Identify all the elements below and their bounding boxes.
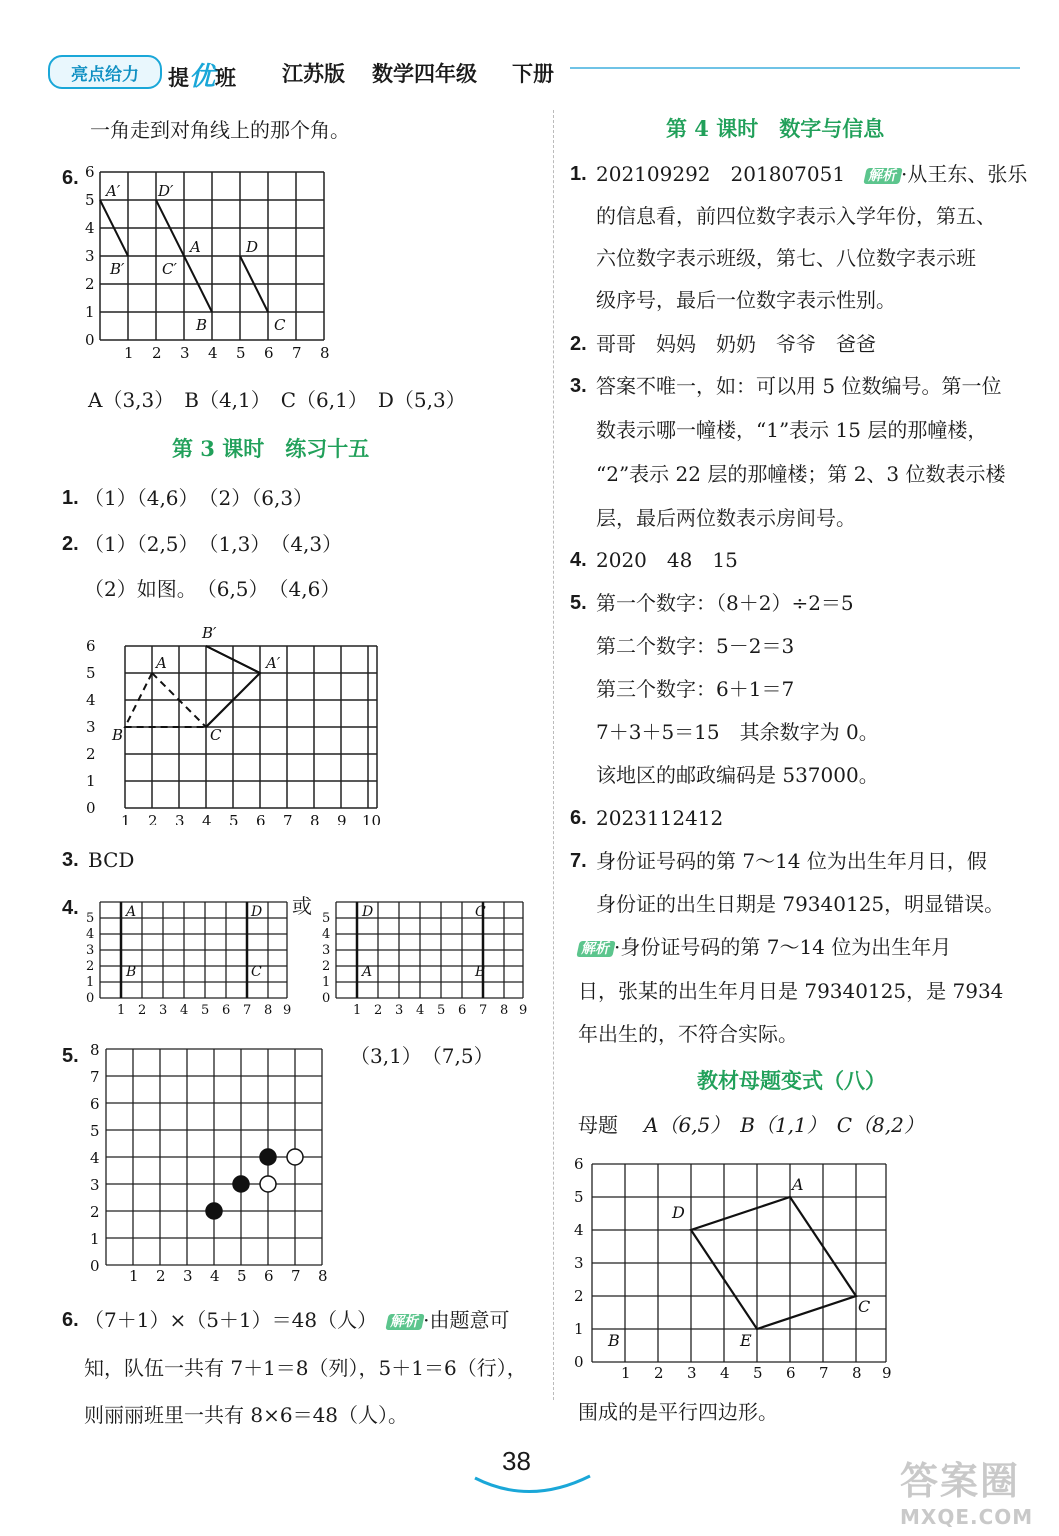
s3-q6-line2: 知，队伍一共有 7＋1＝8（列），5＋1＝6（行），	[84, 1356, 527, 1380]
svg-text:5: 5	[753, 1364, 763, 1382]
svg-text:2: 2	[574, 1287, 584, 1305]
svg-text:1: 1	[90, 1230, 100, 1248]
svg-text:2: 2	[152, 344, 162, 362]
r-q5-line1: 第一个数字：（8＋2）÷2＝5	[596, 591, 854, 615]
r-q3-line1: 答案不唯一，如：可以用 5 位数编号。第一位	[596, 374, 1002, 398]
svg-text:2: 2	[148, 812, 158, 825]
svg-text:5: 5	[86, 664, 96, 682]
svg-text:1: 1	[85, 303, 95, 321]
svg-text:4: 4	[208, 344, 218, 362]
label-a: A	[190, 238, 201, 256]
svg-text:8: 8	[318, 1267, 328, 1285]
r-q4-number: 4.	[570, 549, 587, 571]
column-divider	[553, 110, 554, 1400]
svg-text:2: 2	[86, 745, 96, 763]
svg-text:2: 2	[85, 275, 95, 293]
s3-q2-answer-b: （2）如图。 （6,5） （4,6）	[84, 577, 341, 601]
q6-answer: A（3,3） B（4,1） C（6,1） D（5,3）	[88, 388, 466, 412]
r-q1-line3: 六位数字表示班级，第七、八位数字表示班	[596, 246, 976, 270]
svg-text:8: 8	[310, 812, 320, 825]
svg-text:8: 8	[90, 1041, 100, 1059]
svg-text:2: 2	[322, 959, 331, 974]
svg-text:2: 2	[90, 1203, 100, 1221]
analysis-tag: 解析	[576, 941, 615, 957]
r-q7-line3: 解析 ·身份证号码的第 7～14 位为出生年月	[578, 937, 951, 957]
svg-text:9: 9	[882, 1364, 892, 1382]
section-3-title: 第 3 课时 练习十五	[172, 436, 370, 461]
svg-text:3: 3	[574, 1254, 584, 1272]
svg-text:10: 10	[362, 812, 382, 825]
r-q5-line2: 第二个数字：5－2＝3	[596, 634, 795, 658]
s3-q5-number: 5.	[62, 1045, 79, 1067]
r-q2-answer: 哥哥 妈妈 奶奶 爷爷 爸爸	[596, 332, 876, 356]
svg-text:5: 5	[237, 1267, 247, 1285]
r-q6-answer: 2023112412	[596, 806, 724, 830]
r-q7-line2: 身份证的出生日期是 79340125，明显错误。	[596, 892, 1005, 916]
svg-text:0: 0	[85, 331, 95, 349]
analysis-tag: 解析	[863, 168, 902, 184]
variant-conclusion: 围成的是平行四边形。	[578, 1400, 778, 1424]
svg-text:5: 5	[85, 191, 95, 209]
s3-q4-or: 或	[292, 894, 312, 918]
s3-q6-line1: （7＋1）×（5＋1）＝48（人） 解析 ·由题意可	[84, 1308, 510, 1332]
label-c: C	[274, 316, 286, 334]
r-q7-line4: 日，张某的出生年月日是 79340125，是 7934	[578, 979, 1004, 1003]
svg-text:5: 5	[236, 344, 246, 362]
s3-q5-answer: （3,1） （7,5）	[350, 1044, 494, 1068]
svg-text:9: 9	[519, 1003, 528, 1018]
s3-q6-number: 6.	[62, 1309, 79, 1331]
svg-text:3: 3	[159, 1003, 168, 1018]
r-q5-line5: 该地区的邮政编码是 537000。	[596, 763, 879, 787]
label-b-prime: B′	[110, 260, 125, 278]
svg-text:3: 3	[322, 943, 331, 958]
svg-text:B: B	[112, 726, 124, 744]
s3-q3-number: 3.	[62, 849, 79, 871]
r-q5-line4: 7＋3＋5＝15 其余数字为 0。	[596, 720, 879, 744]
s3-q1-number: 1.	[62, 487, 79, 509]
svg-text:5: 5	[86, 911, 95, 926]
svg-text:3: 3	[183, 1267, 193, 1285]
black-stone	[206, 1203, 222, 1219]
svg-text:5: 5	[90, 1122, 100, 1140]
variant-title: 教材母题变式（八）	[697, 1068, 886, 1093]
r-q1-line4: 级序号，最后一位数字表示性别。	[596, 288, 896, 312]
svg-text:7: 7	[479, 1003, 488, 1018]
brand-title: 提优班	[168, 62, 237, 92]
svg-text:C: C	[251, 964, 262, 980]
svg-text:6: 6	[786, 1364, 796, 1382]
r-q6-number: 6.	[570, 807, 587, 829]
r-q2-number: 2.	[570, 333, 587, 355]
page-number: 38	[502, 1446, 531, 1476]
r-q4-answer: 2020 48 15	[596, 548, 738, 572]
svg-text:6: 6	[86, 637, 96, 655]
svg-text:A′: A′	[266, 654, 281, 672]
svg-text:4: 4	[85, 219, 95, 237]
svg-text:2: 2	[654, 1364, 664, 1382]
svg-text:6: 6	[264, 344, 274, 362]
svg-text:0: 0	[86, 799, 96, 817]
svg-text:5: 5	[437, 1003, 446, 1018]
grid-figure-variant	[566, 1152, 896, 1382]
svg-text:4: 4	[90, 1149, 100, 1167]
svg-text:7: 7	[292, 344, 302, 362]
svg-text:4: 4	[416, 1003, 425, 1018]
r-q3-line2: 数表示哪一幢楼，“1”表示 15 层的那幢楼，	[596, 418, 988, 442]
svg-text:6: 6	[574, 1155, 584, 1173]
grid-figure-s3-q4-a	[82, 890, 297, 1018]
svg-text:C: C	[210, 726, 222, 744]
label-d-prime: D′	[158, 182, 174, 200]
svg-text:5: 5	[201, 1003, 210, 1018]
svg-text:B: B	[475, 964, 486, 980]
svg-text:D: D	[251, 904, 263, 920]
svg-text:9: 9	[283, 1003, 292, 1018]
edition: 江苏版	[282, 62, 345, 86]
svg-text:6: 6	[90, 1095, 100, 1113]
analysis-tag: 解析	[385, 1314, 424, 1330]
mother-label: 母题	[578, 1113, 618, 1137]
svg-text:1: 1	[86, 772, 96, 790]
svg-text:6: 6	[85, 163, 95, 181]
label-c-prime: C′	[162, 260, 177, 278]
r-q3-number: 3.	[570, 375, 587, 397]
svg-text:4: 4	[720, 1364, 730, 1382]
svg-text:3: 3	[90, 1176, 100, 1194]
brand-badge: 亮点给力	[48, 55, 162, 89]
svg-text:1: 1	[124, 344, 134, 362]
svg-text:4: 4	[86, 927, 95, 942]
r-q5-number: 5.	[570, 592, 587, 614]
volume: 下册	[512, 62, 554, 86]
svg-text:8: 8	[852, 1364, 862, 1382]
svg-text:1: 1	[353, 1003, 362, 1018]
s3-q2-number: 2.	[62, 533, 79, 555]
svg-text:4: 4	[180, 1003, 189, 1018]
r-q7-line1: 身份证号码的第 7～14 位为出生年月日，假	[596, 849, 987, 873]
s3-q1-answer: （1）（4,6） （2）（6,3）	[84, 486, 314, 510]
svg-text:0: 0	[322, 991, 331, 1006]
svg-text:3: 3	[85, 247, 95, 265]
grid-figure-s3-q2	[80, 620, 400, 825]
svg-text:2: 2	[374, 1003, 383, 1018]
svg-text:5: 5	[322, 911, 331, 926]
r-q3-line3: “2”表示 22 层的那幢楼；第 2、3 位数表示楼	[596, 462, 1006, 486]
svg-text:2: 2	[138, 1003, 147, 1018]
section-4-title: 第 4 课时 数字与信息	[666, 116, 885, 141]
svg-text:7: 7	[283, 812, 293, 825]
svg-text:4: 4	[574, 1221, 584, 1239]
s3-q3-answer: BCD	[88, 848, 135, 872]
svg-text:6: 6	[458, 1003, 467, 1018]
svg-text:8: 8	[500, 1003, 509, 1018]
svg-text:4: 4	[210, 1267, 220, 1285]
mother-answer: A（6,5） B（1,1） C（8,2）	[644, 1113, 924, 1137]
svg-text:3: 3	[180, 344, 190, 362]
s3-q4-number: 4.	[62, 897, 79, 919]
svg-text:C: C	[858, 1297, 871, 1316]
svg-text:B: B	[126, 964, 137, 980]
svg-text:0: 0	[90, 1257, 100, 1275]
label-d: D	[246, 238, 259, 256]
svg-text:2: 2	[86, 959, 95, 974]
svg-text:5: 5	[574, 1188, 584, 1206]
s3-q2-answer-a: （1）（2,5） （1,3） （4,3）	[84, 532, 343, 556]
svg-text:1: 1	[322, 975, 331, 990]
header-rule	[570, 67, 1020, 69]
svg-text:0: 0	[86, 991, 95, 1006]
svg-text:E: E	[740, 1331, 752, 1350]
svg-text:3: 3	[687, 1364, 697, 1382]
svg-text:7: 7	[90, 1068, 100, 1086]
black-stone	[233, 1176, 249, 1192]
svg-text:4: 4	[322, 927, 331, 942]
s3-q6-line3: 则丽丽班里一共有 8×6＝48（人）。	[84, 1403, 409, 1427]
grid-figure-q6	[80, 160, 340, 365]
svg-text:7: 7	[819, 1364, 829, 1382]
svg-text:4: 4	[202, 812, 212, 825]
r-q7-line5: 年出生的，不符合实际。	[578, 1022, 798, 1046]
svg-text:3: 3	[395, 1003, 404, 1018]
svg-text:A: A	[156, 654, 167, 672]
svg-text:1: 1	[621, 1364, 631, 1382]
svg-text:9: 9	[337, 812, 347, 825]
r-q7-number: 7.	[570, 850, 587, 872]
label-a-prime: A′	[106, 182, 121, 200]
r-q5-line3: 第三个数字：6＋1＝7	[596, 677, 795, 701]
svg-text:8: 8	[264, 1003, 273, 1018]
svg-text:3: 3	[86, 943, 95, 958]
svg-text:B: B	[608, 1331, 620, 1350]
svg-text:1: 1	[129, 1267, 139, 1285]
svg-text:5: 5	[229, 812, 239, 825]
svg-text:A: A	[792, 1175, 804, 1194]
svg-text:7: 7	[243, 1003, 252, 1018]
r-q3-line4: 层，最后两位数表示房间号。	[596, 506, 856, 530]
svg-text:A: A	[126, 904, 137, 920]
svg-text:1: 1	[574, 1320, 584, 1338]
svg-text:1: 1	[117, 1003, 126, 1018]
svg-text:D: D	[672, 1203, 685, 1222]
white-stone	[260, 1176, 276, 1192]
svg-text:3: 3	[86, 718, 96, 736]
svg-text:6: 6	[222, 1003, 231, 1018]
svg-text:C: C	[475, 904, 486, 920]
r-q1-line1: 202109292 201807051 解析 ·从王东、张乐	[596, 162, 1028, 186]
svg-text:6: 6	[256, 812, 266, 825]
white-stone	[287, 1149, 303, 1165]
label-b: B	[196, 316, 208, 334]
svg-text:A: A	[362, 964, 373, 980]
svg-text:4: 4	[86, 691, 96, 709]
black-stone	[260, 1149, 276, 1165]
watermark-logo: 答案圈 MXQE.COM	[900, 1459, 1034, 1529]
svg-text:D: D	[362, 904, 374, 920]
r-q1-line2: 的信息看，前四位数字表示入学年份，第五、	[596, 204, 996, 228]
svg-text:1: 1	[86, 975, 95, 990]
page-number-swoosh	[470, 1470, 600, 1500]
continued-text: 一角走到对角线上的那个角。	[90, 118, 350, 142]
svg-text:3: 3	[175, 812, 185, 825]
svg-text:1: 1	[121, 812, 131, 825]
svg-text:B′: B′	[202, 624, 217, 642]
svg-text:0: 0	[574, 1353, 584, 1371]
svg-text:8: 8	[320, 344, 330, 362]
q6-number: 6.	[62, 167, 79, 189]
svg-text:2: 2	[156, 1267, 166, 1285]
grid-figure-s3-q5	[86, 1040, 336, 1285]
subject: 数学四年级	[372, 62, 477, 86]
svg-text:6: 6	[264, 1267, 274, 1285]
grid-figure-s3-q4-b	[318, 890, 533, 1018]
svg-text:7: 7	[291, 1267, 301, 1285]
r-q1-number: 1.	[570, 163, 587, 185]
